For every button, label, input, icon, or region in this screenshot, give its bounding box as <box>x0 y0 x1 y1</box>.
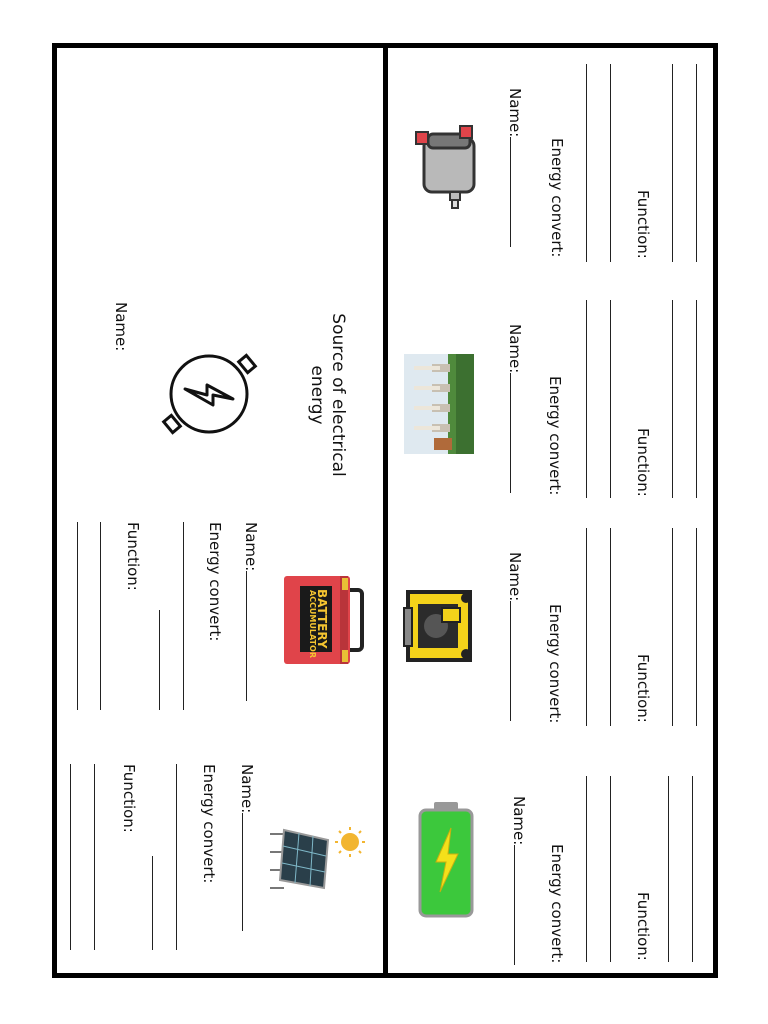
motor-energy-label: Energy convert: <box>548 138 566 258</box>
solar-function-label: Function: <box>120 764 138 833</box>
solar-panel-icon <box>266 824 366 894</box>
station-energy-label: Energy convert: <box>546 376 564 496</box>
write-line <box>586 528 587 726</box>
write-line <box>176 764 177 950</box>
write-line <box>70 764 71 950</box>
write-line <box>692 776 693 962</box>
write-line <box>183 522 184 710</box>
page-title: Source of electrical energy <box>306 313 348 477</box>
write-line <box>610 64 611 262</box>
write-line <box>586 776 587 962</box>
solar-energy-label: Energy convert: <box>200 764 218 884</box>
power-station-icon <box>404 354 474 454</box>
green-battery-icon <box>418 802 474 918</box>
electric-motor-icon <box>410 124 480 210</box>
center-name-label: Name: <box>112 302 130 352</box>
battery-energy-label: Energy convert: <box>206 522 224 642</box>
generator-energy-label: Energy convert: <box>546 604 564 724</box>
write-line <box>610 528 611 726</box>
write-line <box>696 300 697 498</box>
write-line <box>668 776 669 962</box>
write-line <box>586 64 587 262</box>
write-line <box>610 300 611 498</box>
write-line <box>696 64 697 262</box>
battery-label-2: BATTERY <box>315 589 329 649</box>
motor-function-label: Function: <box>634 190 652 259</box>
write-line <box>152 856 153 950</box>
station-function-label: Function: <box>634 428 652 497</box>
write-line <box>672 64 673 262</box>
car-battery-icon <box>280 572 368 668</box>
write-line <box>672 300 673 498</box>
write-line <box>159 610 160 710</box>
battery2-function-label: Function: <box>634 892 652 961</box>
generator-function-label: Function: <box>634 654 652 723</box>
generator-name-label: Name: <box>507 552 522 721</box>
write-line <box>77 522 78 710</box>
center-divider <box>383 43 388 978</box>
motor-name-label: Name: <box>507 88 522 247</box>
generator-icon <box>402 586 476 666</box>
station-name-label: Name: <box>507 324 522 493</box>
write-line <box>586 300 587 498</box>
write-line <box>696 528 697 726</box>
write-line <box>610 776 611 962</box>
battery-name-label: Name: <box>243 522 258 701</box>
battery2-energy-label: Energy convert: <box>548 844 566 964</box>
battery-function-label: Function: <box>124 522 142 591</box>
battery2-name-label: Name: <box>511 796 526 965</box>
write-line <box>672 528 673 726</box>
write-line <box>94 764 95 950</box>
write-line <box>100 522 101 710</box>
solar-name-label: Name: <box>239 764 254 931</box>
battery-label-1: ACCUMULATOR <box>308 590 317 658</box>
plug-lightning-icon <box>156 348 262 440</box>
